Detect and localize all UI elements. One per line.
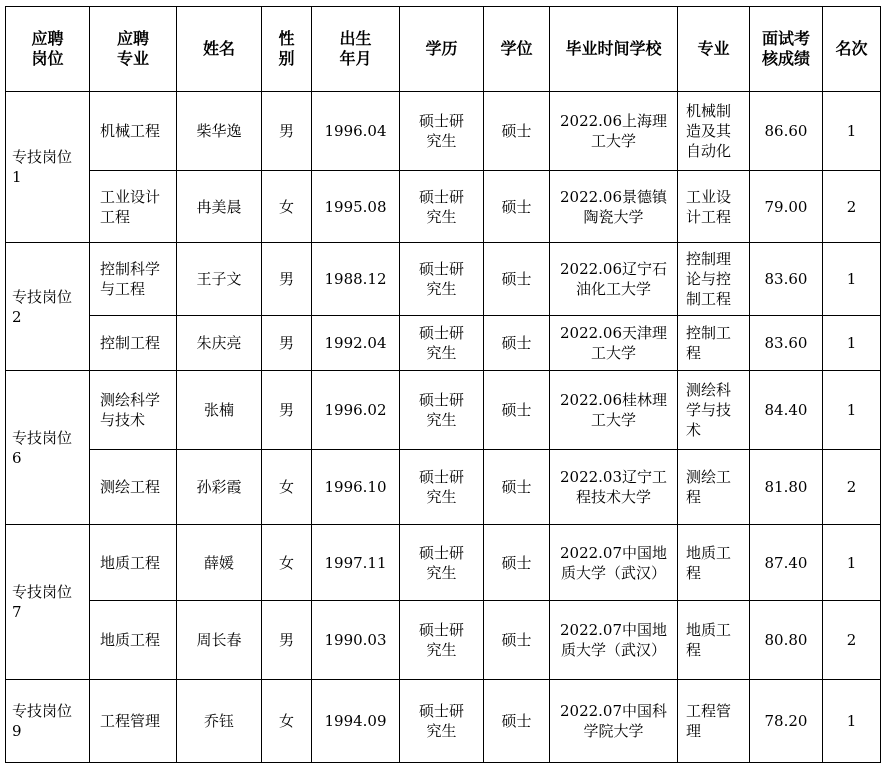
education-cell: 硕士研 究生 [400,92,484,171]
birth-date-cell: 1992.04 [312,316,400,371]
gender-cell: 女 [262,171,312,243]
header-cell: 毕业时间学校 [550,7,678,92]
education-cell: 硕士研 究生 [400,525,484,601]
rank-cell: 2 [823,171,881,243]
rank-cell: 1 [823,371,881,450]
birth-date-cell: 1994.09 [312,680,400,763]
graduation-school-cell: 2022.06上海理 工大学 [550,92,678,171]
name-cell: 乔钰 [177,680,262,763]
birth-date-cell: 1996.10 [312,450,400,525]
degree-cell: 硕士 [484,243,550,316]
score-cell: 87.40 [750,525,823,601]
header-cell: 学位 [484,7,550,92]
degree-cell: 硕士 [484,525,550,601]
name-cell: 薛媛 [177,525,262,601]
score-cell: 84.40 [750,371,823,450]
table-row [6,316,881,371]
position-cell: 专技岗位 9 [6,680,90,763]
table-row [6,243,881,316]
graduation-school-cell: 2022.07中国地 质大学（武汉） [550,601,678,680]
header-cell: 专业 [678,7,750,92]
education-cell: 硕士研 究生 [400,601,484,680]
graduation-school-cell: 2022.06桂林理 工大学 [550,371,678,450]
header-cell: 学历 [400,7,484,92]
birth-date-cell: 1988.12 [312,243,400,316]
birth-date-cell: 1996.02 [312,371,400,450]
graduation-school-cell: 2022.03辽宁工 程技术大学 [550,450,678,525]
score-cell: 80.80 [750,601,823,680]
education-cell: 硕士研 究生 [400,371,484,450]
name-cell: 周长春 [177,601,262,680]
name-cell: 孙彩霞 [177,450,262,525]
rank-cell: 1 [823,680,881,763]
position-cell: 专技岗位 7 [6,525,90,680]
apply-major-cell: 测绘工程 [90,450,177,525]
education-cell: 硕士研 究生 [400,680,484,763]
apply-major-cell: 工程管理 [90,680,177,763]
gender-cell: 女 [262,680,312,763]
major-cell: 地质工 程 [678,525,750,601]
header-cell: 名次 [823,7,881,92]
name-cell: 冉美晨 [177,171,262,243]
apply-major-cell: 地质工程 [90,601,177,680]
rank-cell: 1 [823,525,881,601]
education-cell: 硕士研 究生 [400,316,484,371]
major-cell: 测绘工 程 [678,450,750,525]
table-row [6,450,881,525]
position-cell: 专技岗位 1 [6,92,90,243]
score-cell: 79.00 [750,171,823,243]
score-cell: 86.60 [750,92,823,171]
graduation-school-cell: 2022.06景德镇 陶瓷大学 [550,171,678,243]
header-cell: 面试考 核成绩 [750,7,823,92]
name-cell: 朱庆亮 [177,316,262,371]
major-cell: 控制理 论与控 制工程 [678,243,750,316]
education-cell: 硕士研 究生 [400,450,484,525]
apply-major-cell: 控制科学 与工程 [90,243,177,316]
birth-date-cell: 1995.08 [312,171,400,243]
gender-cell: 男 [262,243,312,316]
gender-cell: 男 [262,601,312,680]
degree-cell: 硕士 [484,316,550,371]
degree-cell: 硕士 [484,92,550,171]
graduation-school-cell: 2022.06辽宁石 油化工大学 [550,243,678,316]
graduation-school-cell: 2022.07中国地 质大学（武汉） [550,525,678,601]
major-cell: 工业设 计工程 [678,171,750,243]
rank-cell: 1 [823,316,881,371]
degree-cell: 硕士 [484,601,550,680]
rank-cell: 1 [823,243,881,316]
score-cell: 83.60 [750,243,823,316]
graduation-school-cell: 2022.06天津理 工大学 [550,316,678,371]
major-cell: 测绘科 学与技 术 [678,371,750,450]
birth-date-cell: 1997.11 [312,525,400,601]
name-cell: 张楠 [177,371,262,450]
apply-major-cell: 工业设计 工程 [90,171,177,243]
apply-major-cell: 机械工程 [90,92,177,171]
rank-cell: 2 [823,450,881,525]
table-row [6,525,881,601]
gender-cell: 女 [262,525,312,601]
gender-cell: 女 [262,450,312,525]
major-cell: 地质工 程 [678,601,750,680]
table-row [6,601,881,680]
graduation-school-cell: 2022.07中国科 学院大学 [550,680,678,763]
apply-major-cell: 测绘科学 与技术 [90,371,177,450]
degree-cell: 硕士 [484,450,550,525]
gender-cell: 男 [262,371,312,450]
name-cell: 王子文 [177,243,262,316]
major-cell: 工程管 理 [678,680,750,763]
table-row [6,92,881,171]
gender-cell: 男 [262,92,312,171]
header-cell: 出生 年月 [312,7,400,92]
results-table [5,6,881,763]
header-cell: 性 别 [262,7,312,92]
degree-cell: 硕士 [484,171,550,243]
table-row [6,371,881,450]
header-cell: 应聘 专业 [90,7,177,92]
major-cell: 机械制 造及其 自动化 [678,92,750,171]
table-row [6,171,881,243]
birth-date-cell: 1990.03 [312,601,400,680]
position-cell: 专技岗位 2 [6,243,90,371]
birth-date-cell: 1996.04 [312,92,400,171]
score-cell: 83.60 [750,316,823,371]
name-cell: 柴华逸 [177,92,262,171]
apply-major-cell: 控制工程 [90,316,177,371]
major-cell: 控制工 程 [678,316,750,371]
header-cell: 姓名 [177,7,262,92]
degree-cell: 硕士 [484,680,550,763]
degree-cell: 硕士 [484,371,550,450]
education-cell: 硕士研 究生 [400,171,484,243]
rank-cell: 2 [823,601,881,680]
apply-major-cell: 地质工程 [90,525,177,601]
header-row [6,7,881,92]
education-cell: 硕士研 究生 [400,243,484,316]
gender-cell: 男 [262,316,312,371]
header-cell: 应聘 岗位 [6,7,90,92]
table-row [6,680,881,763]
score-cell: 78.20 [750,680,823,763]
position-cell: 专技岗位 6 [6,371,90,525]
score-cell: 81.80 [750,450,823,525]
rank-cell: 1 [823,92,881,171]
